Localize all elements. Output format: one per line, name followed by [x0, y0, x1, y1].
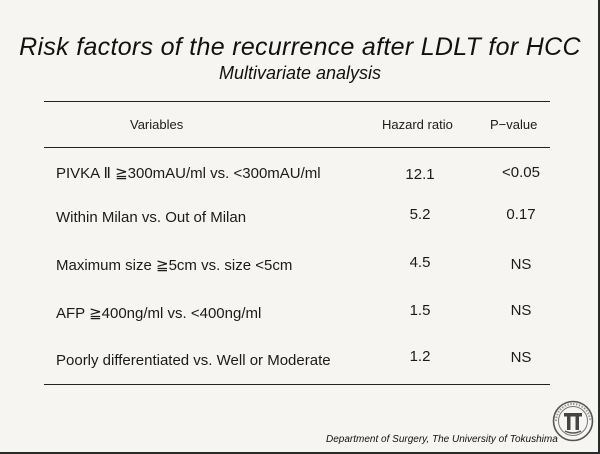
header-p-value: P−value	[490, 117, 538, 132]
table-row-p-value: NS	[510, 256, 532, 273]
footer-institution: Department of Surgery, The University of Tokushima	[326, 434, 558, 445]
table-row-hazard-ratio: 1.2	[409, 348, 431, 365]
table-row-variable: PIVKA Ⅱ ≧300mAU/ml vs. <300mAU/ml	[56, 165, 321, 182]
university-seal-icon	[552, 400, 594, 442]
slide-subtitle: Multivariate analysis	[218, 63, 382, 83]
table-row-hazard-ratio: 5.2	[409, 206, 431, 223]
table-row-p-value: NS	[510, 349, 532, 366]
table-row-p-value: <0.05	[502, 164, 540, 181]
table-row-variable: Maximum size ≧5cm vs. size <5cm	[56, 257, 293, 274]
table-row-variable: Poorly differentiated vs. Well or Moderate	[56, 352, 331, 369]
table-row-hazard-ratio: 4.5	[409, 254, 431, 271]
table-top-rule	[44, 101, 550, 102]
table-row-hazard-ratio: 1.5	[409, 302, 431, 319]
table-row-variable: Within Milan vs. Out of Milan	[56, 209, 247, 226]
table-row-p-value: 0.17	[506, 206, 536, 223]
table-header-rule	[44, 147, 550, 148]
header-hazard-ratio: Hazard ratio	[382, 117, 453, 132]
slide-title: Risk factors of the recurrence after LDLT for HCC	[19, 33, 581, 61]
table-row-variable: AFP ≧400ng/ml vs. <400ng/ml	[56, 305, 262, 322]
table-bottom-rule	[44, 384, 550, 385]
table-row-hazard-ratio: 12.1	[405, 166, 435, 183]
header-variables: Variables	[130, 117, 184, 132]
table-row-p-value: NS	[510, 302, 532, 319]
